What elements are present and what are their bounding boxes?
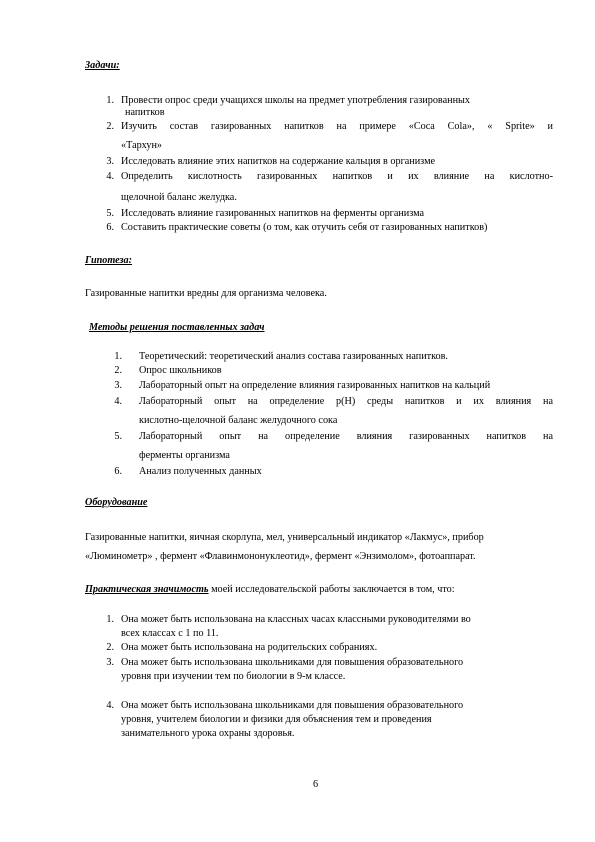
task-number: 6.	[106, 222, 114, 233]
method-number: 2.	[114, 365, 122, 376]
task-number: 1.	[106, 95, 114, 106]
method-text: Лабораторный опыт на определение р(Н) среды напитков и их влияния на	[139, 396, 553, 407]
significance-text: Она может быть использована школьниками для повышения образовательного	[121, 657, 464, 668]
task-text: Определить кислотность газированных напитков и их влияние на кислотно-	[121, 171, 553, 182]
method-number: 1.	[114, 351, 122, 362]
method-number: 6.	[114, 466, 122, 477]
method-text: Лабораторный опыт на определение влияния газированных напитков на	[139, 431, 553, 442]
significance-number: 3.	[106, 657, 114, 668]
significance-number: 4.	[106, 700, 114, 711]
method-text: ферменты организма	[139, 450, 230, 461]
page-number: 6	[313, 779, 319, 790]
significance-text: занимательного урока охраны здоровья.	[121, 728, 295, 739]
method-number: 3.	[114, 380, 122, 391]
significance-text: уровня, учителем биологии и физики для объяснения тем и проведения	[121, 714, 432, 725]
task-text: «Тархун»	[121, 140, 163, 151]
method-number: 5.	[114, 431, 122, 442]
equipment-text: «Люминометр» , фермент «Флавинмононуклеотид», фермент «Энзимолом», фотоаппарат.	[85, 551, 476, 562]
method-text: Теоретический: теоретический анализ состава газированных напитков.	[139, 351, 448, 362]
method-text: кислотно-щелочной баланс желудочного сока	[139, 415, 338, 426]
method-text: Опрос школьников	[139, 365, 222, 376]
task-text: щелочной баланс желудка.	[121, 192, 237, 203]
significance-number: 2.	[106, 642, 114, 653]
task-text: Исследовать влияние этих напитков на содержание кальция в организме	[121, 156, 436, 167]
task-number: 3.	[106, 156, 114, 167]
task-number: 2.	[106, 121, 114, 132]
methods-heading: Методы решения поставленных задач	[89, 322, 265, 333]
task-text: Исследовать влияние газированных напитков на ферменты организма	[121, 208, 425, 219]
significance-text: Она может быть использована школьниками для повышения образовательного	[121, 700, 464, 711]
tasks-heading: Задачи:	[85, 60, 120, 71]
method-text: Анализ полученных данных	[139, 466, 262, 477]
task-text: Изучить состав газированных напитков на примере «Coca Cola», « Sprite» и	[121, 121, 553, 132]
significance-text: Она может быть использована на родительских собраниях.	[121, 642, 378, 653]
method-number: 4.	[114, 396, 122, 407]
significance-heading: Практическая значимость	[85, 584, 209, 595]
hypothesis-heading: Гипотеза:	[85, 255, 133, 266]
significance-intro	[85, 584, 455, 596]
significance-text: всех классах с 1 по 11.	[121, 628, 219, 639]
task-number: 4.	[106, 171, 114, 182]
task-text: напитков	[125, 107, 165, 118]
hypothesis-text: Газированные напитки вредны для организма человека.	[85, 288, 327, 299]
equipment-text: Газированные напитки, яичная скорлупа, мел, универсальный индикатор «Лакмус», прибор	[85, 532, 484, 543]
significance-text: уровня при изучении тем по биологии в 9-м классе.	[121, 671, 346, 682]
task-text: Провести опрос среди учащихся школы на предмет употребления газированных	[121, 95, 470, 106]
significance-number: 1.	[106, 614, 114, 625]
task-text: Составить практические советы (о том, как отучить себя от газированных напитков)	[121, 222, 488, 233]
equipment-heading: Оборудование	[85, 497, 148, 508]
task-number: 5.	[106, 208, 114, 219]
method-text: Лабораторный опыт на определение влияния газированных напитков на кальций	[139, 380, 491, 391]
significance-intro-text: моей исследовательской работы заключается в том, что:	[208, 584, 455, 595]
significance-text: Она может быть использована на классных часах классными руководителями во	[121, 614, 471, 625]
